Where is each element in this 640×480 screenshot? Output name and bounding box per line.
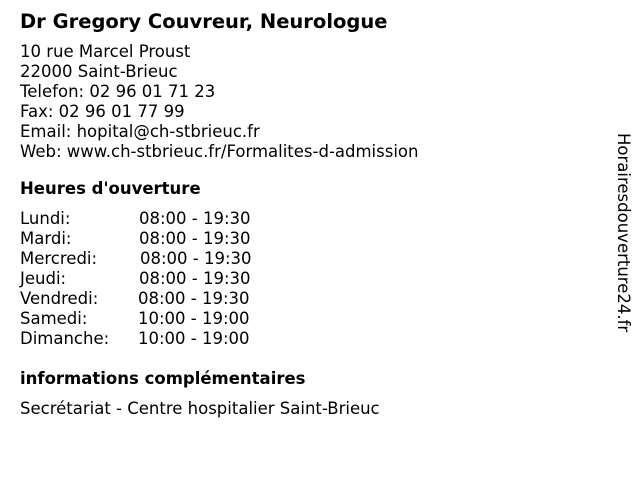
time-range: 10:00 - 19:00	[138, 309, 250, 328]
hours-row-tuesday	[20, 229, 600, 249]
email-address: Email: hopital@ch-stbrieuc.fr	[20, 122, 260, 141]
info-text: Secrétariat - Centre hospitalier Saint-Brieuc	[20, 399, 380, 418]
phone-number: Telefon: 02 96 01 71 23	[20, 82, 216, 101]
address-street: 10 rue Marcel Proust	[20, 42, 191, 61]
hours-row-monday	[20, 209, 600, 229]
time-range: 10:00 - 19:00	[138, 329, 250, 348]
hours-row-friday	[20, 289, 600, 309]
time-range: 08:00 - 19:30	[139, 209, 251, 228]
time-range: 08:00 - 19:30	[139, 269, 251, 288]
address-city: 22000 Saint-Brieuc	[20, 62, 178, 81]
hours-row-saturday	[20, 309, 600, 329]
info-heading: informations complémentaires	[20, 369, 306, 388]
contact-block	[20, 42, 600, 162]
fax-number: Fax: 02 96 01 77 99	[20, 102, 185, 121]
hours-row-wednesday	[20, 249, 600, 269]
day-label: Jeudi:	[20, 269, 67, 288]
day-label: Vendredi:	[20, 289, 99, 308]
hours-row-sunday	[20, 329, 600, 349]
website-address: Web: www.ch-stbrieuc.fr/Formalites-d-admission	[20, 142, 419, 161]
day-label: Mardi:	[20, 229, 72, 248]
hours-row-thursday	[20, 269, 600, 289]
page-title: Dr Gregory Couvreur, Neurologue	[20, 10, 388, 33]
day-label: Lundi:	[20, 209, 71, 228]
day-label: Dimanche:	[20, 329, 110, 348]
time-range: 08:00 - 19:30	[139, 229, 251, 248]
hours-table	[20, 209, 600, 349]
site-watermark: Horairesdouverture24.fr	[614, 133, 633, 333]
day-label: Mercredi:	[20, 249, 98, 268]
day-label: Samedi:	[20, 309, 88, 328]
listing-card	[20, 10, 600, 419]
hours-heading: Heures d'ouverture	[20, 179, 201, 198]
time-range: 08:00 - 19:30	[138, 289, 250, 308]
time-range: 08:00 - 19:30	[140, 249, 252, 268]
